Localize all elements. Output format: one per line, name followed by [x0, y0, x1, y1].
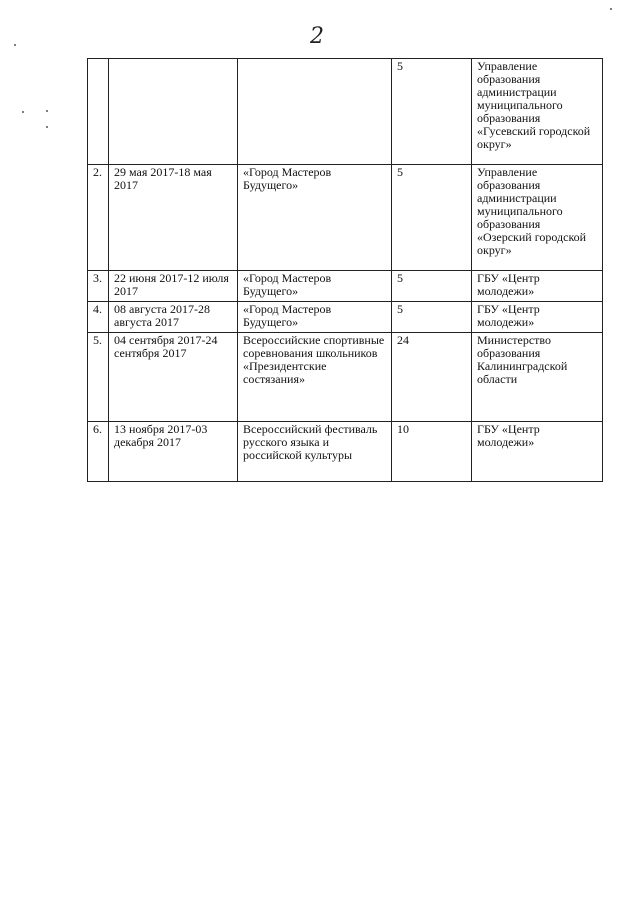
cell-count: 24: [392, 333, 472, 422]
cell-event: Всероссийские спортивные соревнования школьников «Президентские состязания»: [238, 333, 392, 422]
cell-event: [238, 59, 392, 165]
cell-dates: 13 ноября 2017-03 декабря 2017: [109, 422, 238, 482]
cell-dates: 22 июня 2017-12 июля 2017: [109, 271, 238, 302]
scan-speck: [14, 44, 16, 46]
cell-number: 2.: [88, 165, 109, 271]
cell-number: [88, 59, 109, 165]
table-row: [88, 59, 603, 165]
cell-organizer: ГБУ «Центр молодежи»: [472, 271, 603, 302]
cell-event: «Город Мастеров Будущего»: [238, 302, 392, 333]
scan-speck: [46, 110, 48, 112]
table-row: [88, 422, 603, 482]
cell-organizer: Управление образования администрации муниципального образования «Гусевский городской округ»: [472, 59, 603, 165]
cell-number: 4.: [88, 302, 109, 333]
table-row: [88, 333, 603, 422]
cell-number: 3.: [88, 271, 109, 302]
cell-dates: 08 августа 2017-28 августа 2017: [109, 302, 238, 333]
page-number: 2: [310, 24, 324, 49]
cell-event: «Город Мастеров Будущего»: [238, 271, 392, 302]
scan-speck: [610, 8, 612, 10]
cell-dates: 04 сентября 2017-24 сентября 2017: [109, 333, 238, 422]
schedule-table: [87, 58, 603, 482]
table-row: [88, 271, 603, 302]
table-row: [88, 302, 603, 333]
scan-speck: [22, 111, 24, 113]
cell-count: 5: [392, 271, 472, 302]
cell-organizer: Министерство образования Калининградской области: [472, 333, 603, 422]
cell-number: 6.: [88, 422, 109, 482]
cell-count: 10: [392, 422, 472, 482]
table-row: [88, 165, 603, 271]
cell-event: Всероссийский фестиваль русского языка и российской культуры: [238, 422, 392, 482]
cell-event: «Город Мастеров Будущего»: [238, 165, 392, 271]
scan-speck: [46, 126, 48, 128]
cell-count: 5: [392, 59, 472, 165]
cell-number: 5.: [88, 333, 109, 422]
cell-dates: [109, 59, 238, 165]
cell-dates: 29 мая 2017-18 мая 2017: [109, 165, 238, 271]
cell-organizer: ГБУ «Центр молодежи»: [472, 422, 603, 482]
cell-count: 5: [392, 165, 472, 271]
cell-organizer: ГБУ «Центр молодежи»: [472, 302, 603, 333]
cell-count: 5: [392, 302, 472, 333]
cell-organizer: Управление образования администрации муниципального образования «Озерский городской округ»: [472, 165, 603, 271]
